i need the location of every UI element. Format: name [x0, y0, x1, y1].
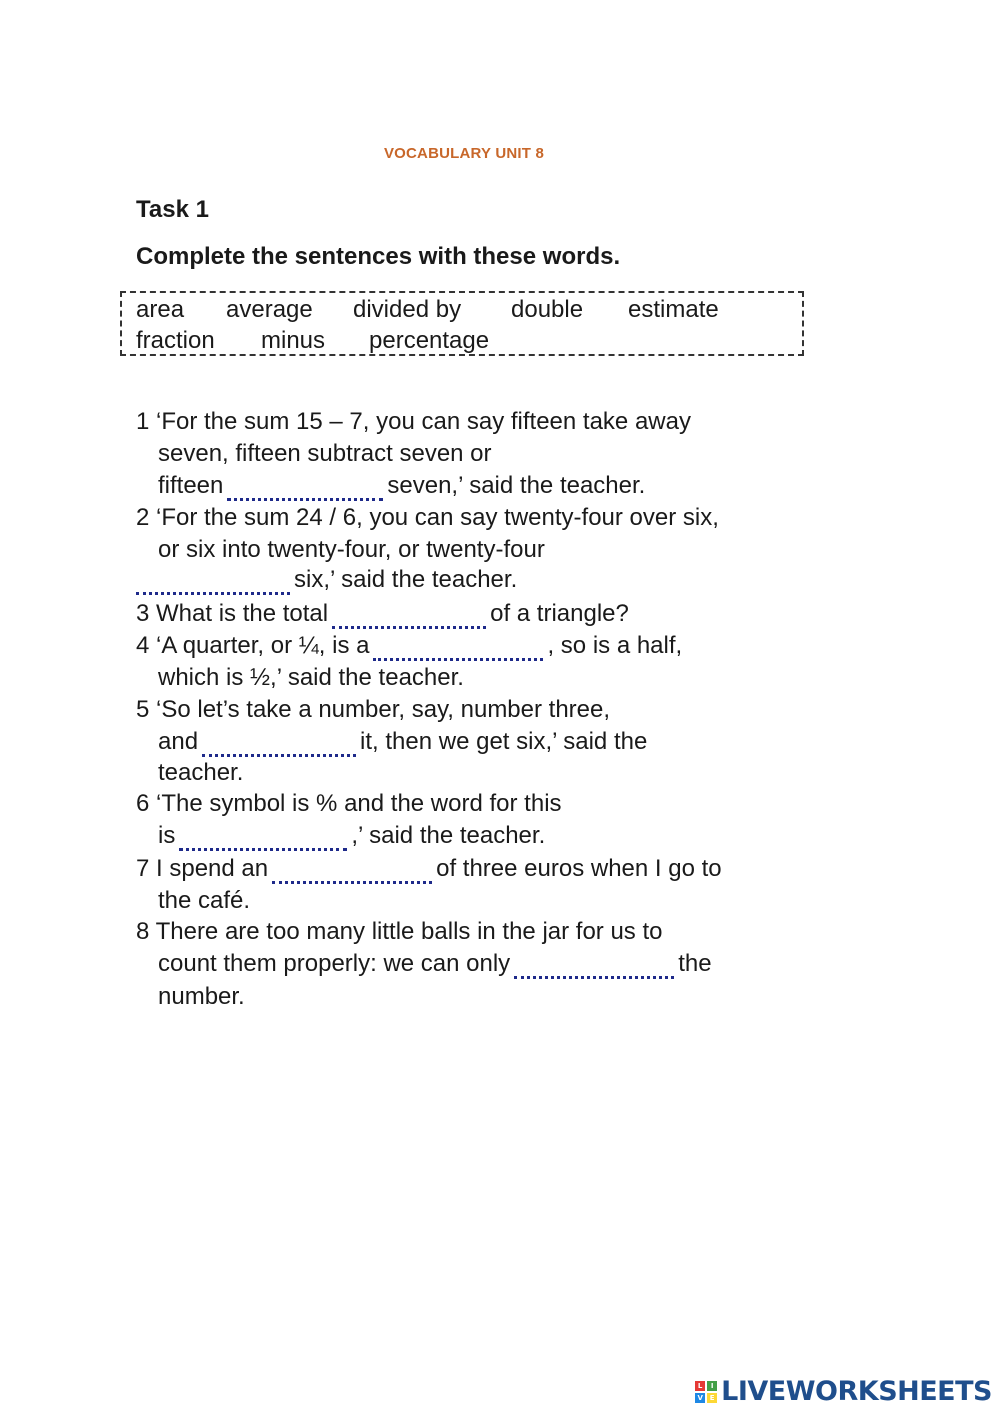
sentence-8-text-a: count them properly: we can only [158, 950, 511, 977]
sentence-6-text-b: ,’ said the teacher. [351, 822, 546, 849]
sentence-5-line-3: teacher. [158, 759, 244, 786]
word-minus: minus [261, 327, 326, 354]
word-box [120, 291, 804, 356]
word-average: average [226, 296, 313, 323]
answer-blank-4[interactable] [373, 638, 543, 661]
answer-blank-1[interactable] [227, 478, 383, 501]
sentence-4-text-a: 4 ‘A quarter, or ¼, is a [136, 632, 370, 659]
sentence-1-text-b: seven,’ said the teacher. [387, 472, 646, 499]
answer-blank-8[interactable] [514, 956, 674, 979]
sentence-3-line-1 [136, 600, 629, 629]
word-fraction: fraction [136, 327, 215, 354]
word-divided-by: divided by [353, 296, 462, 323]
sentence-6-text-a: is [158, 822, 176, 849]
sentence-6-line-1: 6 ‘The symbol is % and the word for this [136, 790, 562, 817]
sentence-8-line-2 [158, 950, 712, 979]
liveworksheets-logo[interactable] [695, 1376, 992, 1407]
sentence-8-line-3: number. [158, 983, 245, 1010]
sentence-4-text-b: , so is a half, [547, 632, 683, 659]
task-instruction: Complete the sentences with these words. [136, 243, 621, 270]
sentence-1-line-3 [158, 472, 645, 501]
sentence-3-text-a: 3 What is the total [136, 600, 329, 627]
sentence-4-line-1 [136, 632, 682, 661]
sentence-4-line-2: which is ½,’ said the teacher. [158, 664, 464, 691]
sentence-1-line-2: seven, fifteen subtract seven or [158, 440, 492, 467]
answer-blank-5[interactable] [202, 734, 356, 757]
sentence-2-text-b: six,’ said the teacher. [294, 566, 518, 593]
logo-text: LIVEWORKSHEETS [721, 1376, 992, 1407]
sentence-2-line-1: 2 ‘For the sum 24 / 6, you can say twenty-four over six, [136, 504, 719, 531]
sentence-7-text-b: of three euros when I go to [436, 855, 722, 882]
word-estimate: estimate [628, 296, 719, 323]
sentence-2-line-3 [132, 566, 517, 595]
word-percentage: percentage [369, 327, 490, 354]
sentence-8-text-b: the [678, 950, 712, 977]
answer-blank-3[interactable] [332, 606, 486, 629]
sentence-1-line-1: 1 ‘For the sum 15 – 7, you can say fifteen take away [136, 408, 691, 435]
answer-blank-2[interactable] [136, 572, 290, 595]
logo-cell-v: V [695, 1393, 705, 1403]
sentence-8-line-1: 8 There are too many little balls in the jar for us to [136, 918, 663, 945]
sentence-5-text-b: it, then we get six,’ said the [360, 728, 648, 755]
sentence-5-text-a: and [158, 728, 199, 755]
answer-blank-6[interactable] [179, 828, 347, 851]
answer-blank-7[interactable] [272, 861, 432, 884]
sentence-7-line-1 [136, 855, 722, 884]
sentence-2-line-2: or six into twenty-four, or twenty-four [158, 536, 545, 563]
sentence-3-text-b: of a triangle? [490, 600, 629, 627]
logo-cell-l: L [695, 1381, 705, 1391]
sentence-5-line-1: 5 ‘So let’s take a number, say, number three, [136, 696, 611, 723]
sentence-7-line-2: the café. [158, 887, 251, 914]
sentence-7-text-a: 7 I spend an [136, 855, 269, 882]
sentence-1-text-a: fifteen [158, 472, 224, 499]
word-area: area [136, 296, 185, 323]
task-heading: Task 1 [136, 196, 209, 223]
sentence-6-line-2 [158, 822, 545, 851]
word-double: double [511, 296, 584, 323]
logo-cell-e: E [707, 1393, 717, 1403]
sentence-5-line-2 [158, 728, 647, 757]
logo-grid-icon [695, 1381, 717, 1403]
logo-cell-i: I [707, 1381, 717, 1391]
page-title: VOCABULARY UNIT 8 [383, 145, 545, 162]
